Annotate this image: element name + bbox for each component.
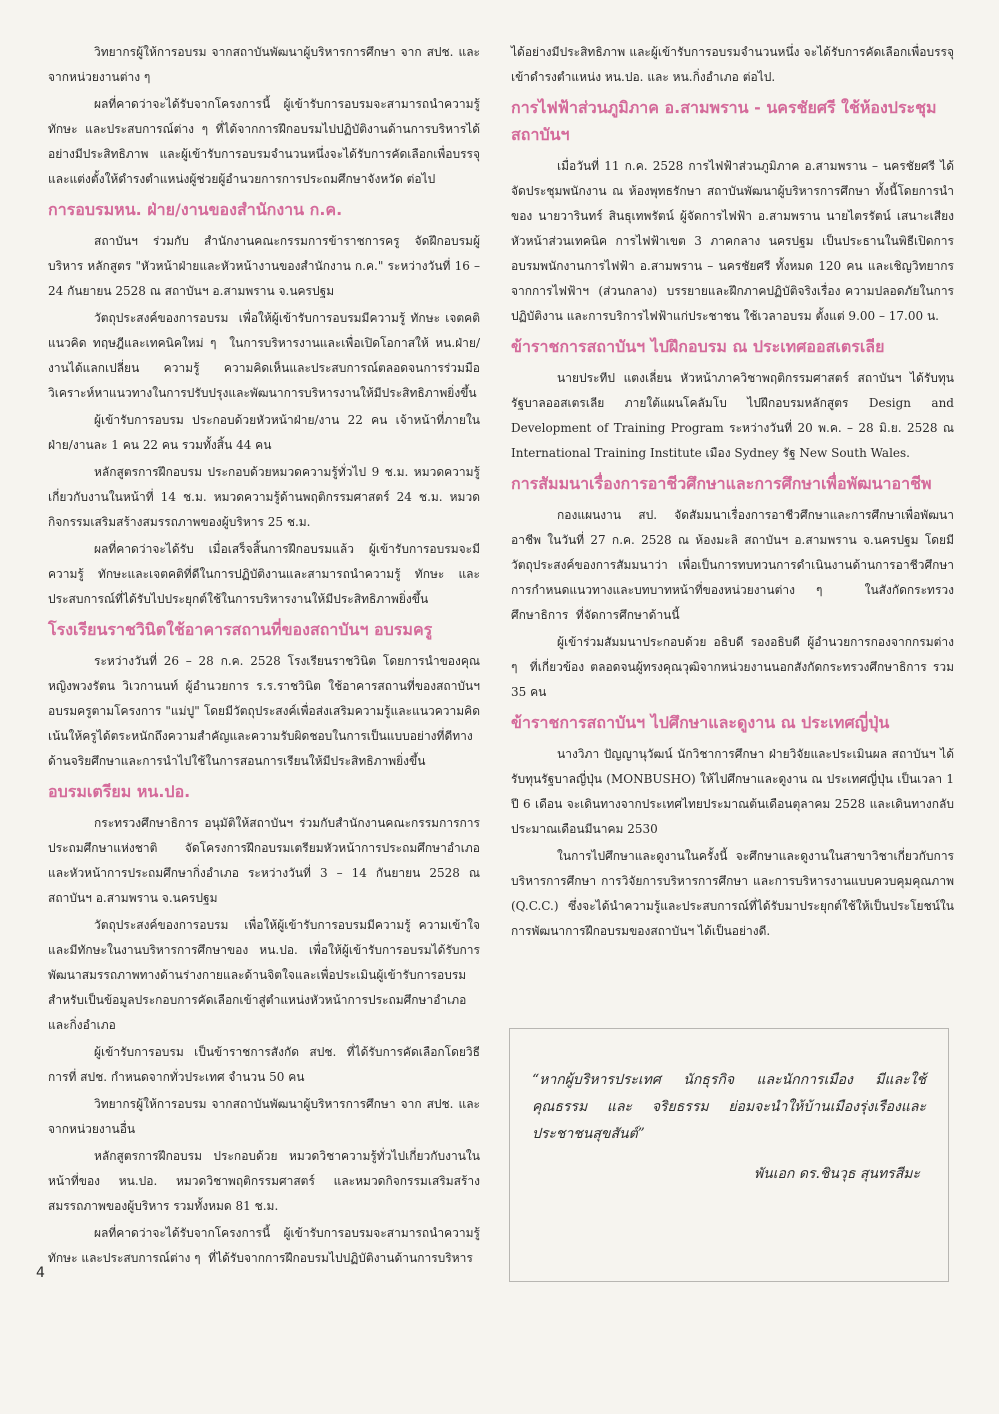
page-number: 4 [36,1265,45,1281]
section-heading: การสัมมนาเรื่องการอาชีวศึกษาและการศึกษาเพื่อพัฒนาอาชีพ [511,474,932,493]
paragraph: ผู้เข้ารับการอบรม ประกอบด้วยหัวหน้าฝ่าย/งาน 22 คน เจ้าหน้าที่ภายในฝ่าย/งานละ 1 คน 22 คน รวมทั้งสิ้น 44 คน [48,413,480,452]
section-heading: การไฟฟ้าส่วนภูมิภาค อ.สามพราน - นครชัยศรี ใช้ห้องประชุมสถาบันฯ [511,98,937,144]
quote-text: “หากผู้บริหารประเทศ นักธุรกิจ และนักการเมือง มีและใช้คุณธรรม และ จริยธรรม ย่อมจะนำให้บ้านเมืองรุ่งเรืองและประชาชนสุขสันต์” [532,1072,926,1142]
paragraph: ผลที่คาดว่าจะได้รับจากโครงการนี้ ผู้เข้ารับการอบรมจะสามารถนำความรู้ ทักษะ และประสบการณ์ต่าง ๆ ที่ได้รับจากการฝึกอบรมไปปฏิบัติงานด้านการบริหาร [48,1226,484,1265]
left-column [48,40,484,1275]
paragraph: ผลที่คาดว่าจะได้รับ เมื่อเสร็จสิ้นการฝึกอบรมแล้ว ผู้เข้ารับการอบรมจะมีความรู้ ทักษะและเจตคติที่ดีในการปฏิบัติงานและสามารถนำความรู้ ทักษะ และประสบการณ์ที่ได้รับไปประยุกต์ใช้ในการบริหารงานให้มีประสิทธิภาพยิ่งขึ้น [48,542,480,606]
paragraph: สถาบันฯ ร่วมกับ สำนักงานคณะกรรมการข้าราชการครู จัดฝึกอบรมผู้บริหาร หลักสูตร "หัวหน้าฝ่ายและหัวหน้างานของสำนักงาน ก.ค." ระหว่างวันที่ 16 – 24 กันยายน 2528 ณ สถาบันฯ อ.สามพราน จ.นครปฐม [48,234,484,298]
section-australia-training [511,333,958,466]
paragraph: หลักสูตรการฝึกอบรม ประกอบด้วย หมวดวิชาความรู้ทั่วไปเกี่ยวกับงานในหน้าที่ของ หน.ปอ. หมวดวิชาพฤติกรรมศาสตร์ และหมวดกิจกรรมเสริมสร้างสมรรถภาพของผู้บริหาร รวมทั้งหมด 81 ช.ม. [48,1149,480,1213]
paragraph: ในการไปศึกษาและดูงานในครั้งนี้ จะศึกษาและดูงานในสาขาวิชาเกี่ยวกับการบริหารการศึกษา การวิจัยการบริหารการศึกษา และการบริหารงานแบบควบคุมคุณภาพ (Q.C.C.) ซึ่งจะได้นำความรู้และประสบการณ์ที่ได้รับมาประยุกต์ใช้ให้เป็นประโยชน์ในการพัฒนาการฝึกอบรมของสถาบันฯ ได้เป็นอย่างดี. [511,849,958,938]
quote-author: พันเอก ดร.ชินวุธ สุนทรสีมะ [753,1166,920,1182]
section-heading: โรงเรียนราชวินิตใช้อาคารสถานที่ของสถาบันฯ อบรมครู [48,620,433,639]
paragraph: วัตถุประสงค์ของการอบรม เพื่อให้ผู้เข้ารับการอบรมมีความรู้ ความเข้าใจ และมีทักษะในงานบริหารการศึกษาของ หน.ปอ. เพื่อให้ผู้เข้ารับการอบรมได้รับการพัฒนาสมรรถภาพทางด้านร่างกายและด้านจิตใจและเพื่อประเมินผู้เข้ารับการอบรม สำหรับเป็นข้อมูลประกอบการคัดเลือกเข้าสู่ตำแหน่งหัวหน้าการประถมศึกษาอำเภอและกิ่งอำเภอ [48,918,484,1032]
paragraph: ผู้เข้ารับการอบรม เป็นข้าราชการสังกัด สปช. ที่ได้รับการคัดเลือกโดยวิธีการที่ สปช. กำหนดจากทั่วประเทศ จำนวน 50 คน [48,1045,480,1084]
paragraph: นายประทีป แตงเลี่ยน หัวหน้าภาควิชาพฤติกรรมศาสตร์ สถาบันฯ ได้รับทุนรัฐบาลออสเตรเลีย ภายใต้แผนโคลัมโบ ไปฝึกอบรมหลักสูตร Design and Development of Training Program ระหว่างวันที่ 20 พ.ค. – 28 มิ.ย. 2528 ณ International Training Institute เมือง Sydney รัฐ New South Wales. [511,371,958,460]
section-npo-training [48,778,484,1271]
section-kk-training [48,196,484,612]
paragraph: เมื่อวันที่ 11 ก.ค. 2528 การไฟฟ้าส่วนภูมิภาค อ.สามพราน – นครชัยศรี ได้จัดประชุมพนักงาน ณ ห้องพุทธรักษา สถาบันพัฒนาผู้บริหารการศึกษา ทั้งนี้โดยการนำของ นายวารินทร์ สินธุเทพรัตน์ ผู้จัดการไฟฟ้า อ.สามพราน นายไตรรัตน์ เสนาะเสียง หัวหน้าส่วนเทคนิค การไฟฟ้าเขต 3 ภาคกลาง นครปฐม เป็นประธานในพิธีเปิดการอบรมพนักงานการไฟฟ้า อ.สามพราน – นครชัยศรี ทั้งหมด 120 คน และเชิญวิทยากรจากการไฟฟ้าฯ (ส่วนกลาง) บรรยายและฝึกภาคปฏิบัติจริงเรื่อง ความปลอดภัยในการปฏิบัติงาน และการบริการไฟฟ้าแก่ประชาชน ใช้เวลาอบรม ตั้งแต่ 9.00 – 17.00 น. [511,159,958,323]
paragraph: ระหว่างวันที่ 26 – 28 ก.ค. 2528 โรงเรียนราชวินิต โดยการนำของคุณหญิงพวงรัตน วิเวกานนท์ ผู้อำนวยการ ร.ร.ราชวินิต ใช้อาคารสถานที่ของสถาบันฯ อบรมครูตามโครงการ "แม่ปู" โดยมีวัตถุประสงค์เพื่อส่งเสริมความรู้และแนวความคิด เน้นให้ครูได้ตระหนักถึงความสำคัญและความรับผิดชอบในการเป็นแบบอย่างที่ดีทางด้านจริยศึกษาและการนำไปใช้ในการสอนการเรียนให้มีประสิทธิภาพยิ่งขึ้น [48,654,484,768]
section-heading: ข้าราชการสถาบันฯ ไปศึกษาและดูงาน ณ ประเทศญี่ปุ่น [511,713,890,732]
section-rajavinit-school [48,616,484,774]
quote-box [509,1028,949,1282]
paragraph: กระทรวงศึกษาธิการ อนุมัติให้สถาบันฯ ร่วมกับสำนักงานคณะกรรมการการประถมศึกษาแห่งชาติ จัดโครงการฝึกอบรมเตรียมหัวหน้าการประถมศึกษาอำเภอและหัวหน้าการประถมศึกษากิ่งอำเภอ ระหว่างวันที่ 3 – 14 กันยายน 2528 ณ สถาบันฯ อ.สามพราน จ.นครปฐม [48,816,484,905]
intro-paragraph: ได้อย่างมีประสิทธิภาพ และผู้เข้ารับการอบรมจำนวนหนึ่ง จะได้รับการคัดเลือกเพื่อบรรจุเข้าดำรงตำแหน่ง หน.ปอ. และ หน.กิ่งอำเภอ ต่อไป. [511,45,954,84]
section-vocational-seminar [511,470,958,705]
paragraph: วิทยากรผู้ให้การอบรม จากสถาบันพัฒนาผู้บริหารการศึกษา จาก สปช. และจากหน่วยงานอื่น [48,1097,480,1136]
section-heading: การอบรมหน. ฝ่าย/งานของสำนักงาน ก.ค. [48,200,343,219]
paragraph: ผู้เข้าร่วมสัมมนาประกอบด้วย อธิบดี รองอธิบดี ผู้อำนวยการกองจากกรมต่าง ๆ ที่เกี่ยวข้อง ตลอดจนผู้ทรงคุณวุฒิจากหน่วยงานนอกสังกัดกระทรวงศึกษาธิการ รวม 35 คน [511,635,958,699]
paragraph: นางวิภา ปัญญานุวัฒน์ นักวิชาการศึกษา ฝ่ายวิจัยและประเมินผล สถาบันฯ ได้รับทุนรัฐบาลญี่ปุ่น (MONBUSHO) ให้ไปศึกษาและดูงาน ณ ประเทศญี่ปุ่น เป็นเวลา 1 ปี 6 เดือน จะเดินทางจากประเทศไทยประมาณต้นเดือนตุลาคม 2528 และเดินทางกลับประมาณเดือนมีนาคม 2530 [511,747,958,836]
section-japan-study [511,709,958,944]
paragraph: วัตถุประสงค์ของการอบรม เพื่อให้ผู้เข้ารับการอบรมมีความรู้ ทักษะ เจตคติ แนวคิด ทฤษฎีและเทคนิคใหม่ ๆ ในการบริหารงานและเพื่อเปิดโอกาสให้ หน.ฝ่าย/งานได้แลกเปลี่ยน ความรู้ ความคิดเห็นและประสบการณ์ตลอดจนการร่วมมือวิเคราะห์หาแนวทางในการปรับปรุงและพัฒนาการบริหารงานให้มีประสิทธิภาพยิ่งขึ้น [48,311,484,400]
right-column [511,40,958,948]
paragraph: กองแผนงาน สป. จัดสัมมนาเรื่องการอาชีวศึกษาและการศึกษาเพื่อพัฒนาอาชีพ ในวันที่ 27 ก.ค. 2528 ณ ห้องมะลิ สถาบันฯ อ.สามพราน จ.นครปฐม โดยมีวัตถุประสงค์ของการสัมมนาว่า เพื่อเป็นการทบทวนการดำเนินงานด้านการอาชีวศึกษา การกำหนดแนวทางและบทบาทหน้าที่ของหน่วยงานต่าง ๆ ในสังกัดกระทรวงศึกษาธิการ ที่จัดการศึกษาด้านนี้ [511,508,958,622]
intro-paragraph: ผลที่คาดว่าจะได้รับจากโครงการนี้ ผู้เข้ารับการอบรมจะสามารถนำความรู้ ทักษะ และประสบการณ์ต่าง ๆ ที่ได้จากการฝึกอบรมไปปฏิบัติงานด้านการบริหารได้อย่างมีประสิทธิภาพ และผู้เข้ารับการอบรมจำนวนหนึ่งจะได้รับการคัดเลือกเพื่อบรรจุและแต่งตั้งให้ดำรงตำแหน่งผู้ช่วยผู้อำนวยการการประถมศึกษาจังหวัด ต่อไป [48,97,484,186]
section-heading: ข้าราชการสถาบันฯ ไปฝึกอบรม ณ ประเทศออสเตรเลีย [511,337,885,356]
section-electricity-authority [511,94,958,329]
intro-paragraph: วิทยากรผู้ให้การอบรม จากสถาบันพัฒนาผู้บริหารการศึกษา จาก สปช. และจากหน่วยงานต่าง ๆ [48,45,480,84]
paragraph: หลักสูตรการฝึกอบรม ประกอบด้วยหมวดความรู้ทั่วไป 9 ช.ม. หมวดความรู้เกี่ยวกับงานในหน้าที่ 14 ช.ม. หมวดความรู้ด้านพฤติกรรมศาสตร์ 24 ช.ม. หมวดกิจกรรมเสริมสร้างสมรรถภาพของผู้บริหาร 25 ช.ม. [48,465,480,529]
section-heading: อบรมเตรียม หน.ปอ. [48,782,191,801]
